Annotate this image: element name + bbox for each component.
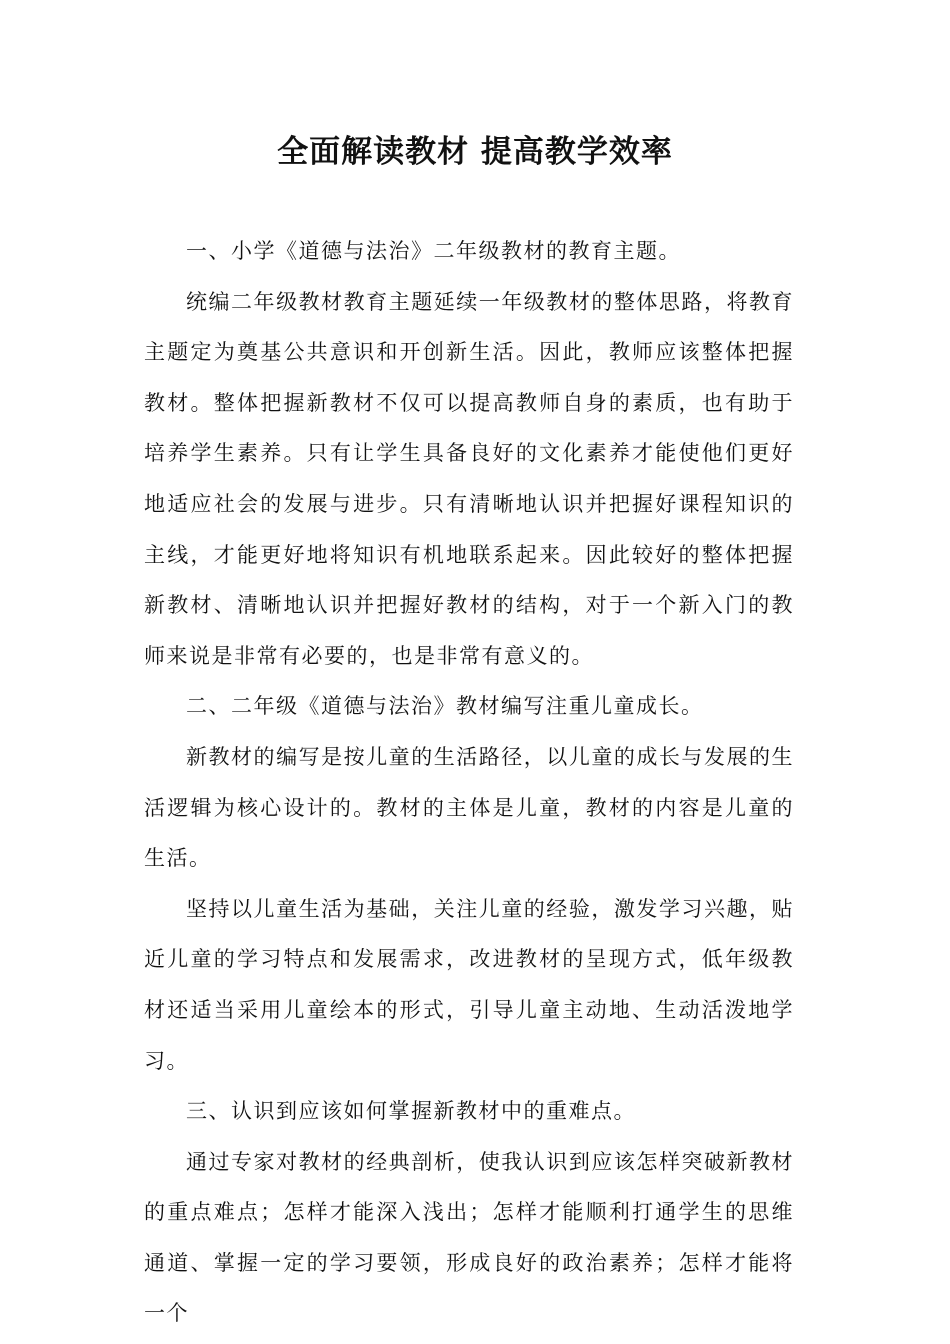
paragraph-1: 统编二年级教材教育主题延续一年级教材的整体思路，将教育主题定为奠基公共意识和开创新生活。因此，教师应该整体把握教材。整体把握新教材不仅可以提高教师自身的素质，也有助于培养学生素养。只有让学生具备良好的文化素养才能使他们更好地适应社会的发展与进步。只有清晰地认识并把握好课程知识的主线，才能更好地将知识有机地联系起来。因此较好的整体把握新教材、清晰地认识并把握好教材的结构，对于一个新入门的教师来说是非常有必要的，也是非常有意义的。 [144,289,794,668]
section-heading-3: 三、认识到应该如何掌握新教材中的重难点。 [186,1099,636,1124]
paragraph-2: 新教材的编写是按儿童的生活路径，以儿童的成长与发展的生活逻辑为核心设计的。教材的主体是儿童，教材的内容是儿童的生活。 [144,744,794,871]
document-body [144,226,794,1339]
section-heading-2: 二、二年级《道德与法治》教材编写注重儿童成长。 [186,694,704,719]
document-title: 全面解读教材 提高教学效率 [277,134,673,170]
paragraph-4: 通过专家对教材的经典剖析，使我认识到应该怎样突破新教材的重点难点；怎样才能深入浅出；怎样才能顺利打通学生的思维通道、掌握一定的学习要领，形成良好的政治素养；怎样才能将一个 [144,1149,794,1326]
section-heading-1: 一、小学《道德与法治》二年级教材的教育主题。 [186,239,681,263]
paragraph-3: 坚持以儿童生活为基础，关注儿童的经验，激发学习兴趣，贴近儿童的学习特点和发展需求，改进教材的呈现方式，低年级教材还适当采用儿童绘本的形式，引导儿童主动地、生动活泼地学习。 [144,896,794,1073]
